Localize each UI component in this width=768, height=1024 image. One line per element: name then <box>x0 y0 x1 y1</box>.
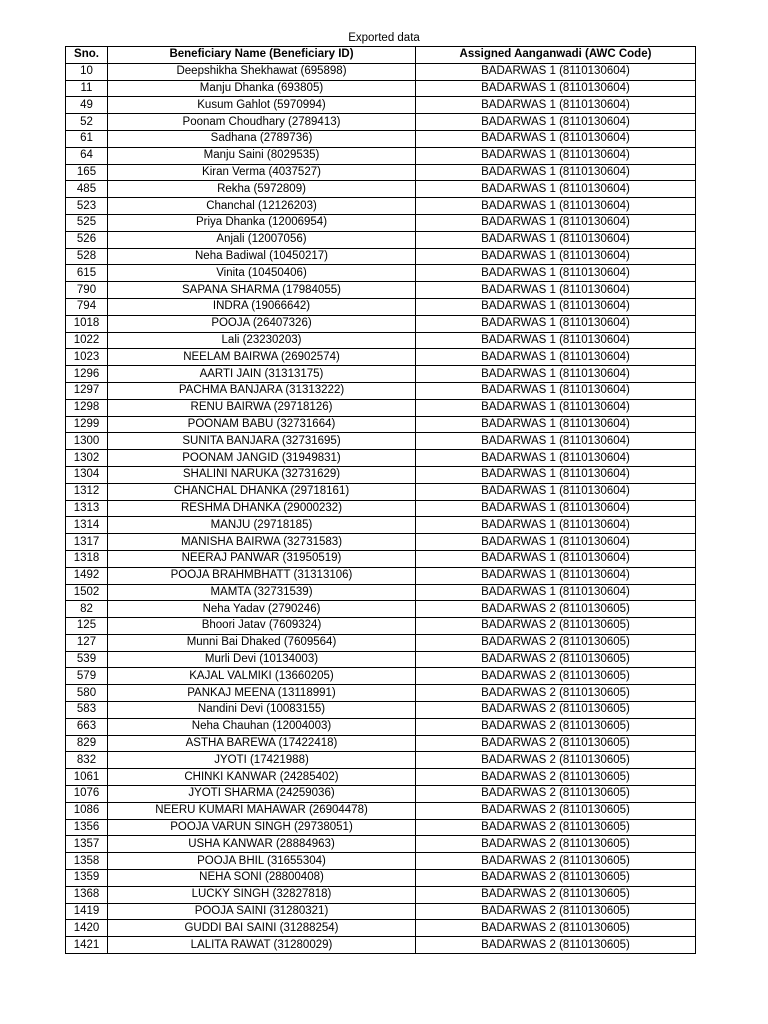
cell-beneficiary: POOJA (26407326) <box>108 315 416 332</box>
table-row <box>66 634 696 651</box>
table-row <box>66 567 696 584</box>
cell-beneficiary: JYOTI SHARMA (24259036) <box>108 786 416 803</box>
cell-beneficiary: Anjali (12007056) <box>108 231 416 248</box>
cell-beneficiary: MAMTA (32731539) <box>108 584 416 601</box>
cell-sno: 1022 <box>66 332 108 349</box>
cell-beneficiary: POOJA SAINI (31280321) <box>108 903 416 920</box>
table-row <box>66 500 696 517</box>
cell-aanganwadi: BADARWAS 2 (8110130605) <box>416 886 696 903</box>
table-row <box>66 853 696 870</box>
cell-sno: 580 <box>66 685 108 702</box>
table-header <box>66 47 696 64</box>
cell-sno: 525 <box>66 214 108 231</box>
cell-beneficiary: POOJA BRAHMBHATT (31313106) <box>108 567 416 584</box>
table-row <box>66 366 696 383</box>
cell-beneficiary: NEELAM BAIRWA (26902574) <box>108 349 416 366</box>
cell-aanganwadi: BADARWAS 1 (8110130604) <box>416 483 696 500</box>
table-row <box>66 752 696 769</box>
cell-beneficiary: Nandini Devi (10083155) <box>108 702 416 719</box>
cell-sno: 1421 <box>66 937 108 954</box>
header-sno: Sno. <box>66 47 108 64</box>
cell-beneficiary: PANKAJ MEENA (13118991) <box>108 685 416 702</box>
cell-sno: 1314 <box>66 517 108 534</box>
cell-beneficiary: NEERU KUMARI MAHAWAR (26904478) <box>108 802 416 819</box>
cell-beneficiary: KAJAL VALMIKI (13660205) <box>108 668 416 685</box>
cell-sno: 1076 <box>66 786 108 803</box>
cell-beneficiary: USHA KANWAR (28884963) <box>108 836 416 853</box>
table-row <box>66 786 696 803</box>
table-row <box>66 265 696 282</box>
cell-aanganwadi: BADARWAS 1 (8110130604) <box>416 63 696 80</box>
cell-sno: 125 <box>66 618 108 635</box>
cell-aanganwadi: BADARWAS 1 (8110130604) <box>416 214 696 231</box>
cell-beneficiary: POONAM BABU (32731664) <box>108 416 416 433</box>
table-row <box>66 886 696 903</box>
table-row <box>66 819 696 836</box>
cell-beneficiary: Poonam Choudhary (2789413) <box>108 114 416 131</box>
cell-aanganwadi: BADARWAS 2 (8110130605) <box>416 853 696 870</box>
cell-aanganwadi: BADARWAS 1 (8110130604) <box>416 265 696 282</box>
cell-sno: 832 <box>66 752 108 769</box>
cell-aanganwadi: BADARWAS 1 (8110130604) <box>416 248 696 265</box>
cell-sno: 485 <box>66 181 108 198</box>
cell-aanganwadi: BADARWAS 1 (8110130604) <box>416 433 696 450</box>
cell-aanganwadi: BADARWAS 1 (8110130604) <box>416 282 696 299</box>
cell-sno: 1313 <box>66 500 108 517</box>
cell-beneficiary: RESHMA DHANKA (29000232) <box>108 500 416 517</box>
cell-sno: 615 <box>66 265 108 282</box>
cell-beneficiary: POOJA BHIL (31655304) <box>108 853 416 870</box>
cell-sno: 10 <box>66 63 108 80</box>
cell-aanganwadi: BADARWAS 1 (8110130604) <box>416 97 696 114</box>
table-row <box>66 920 696 937</box>
table-row <box>66 114 696 131</box>
cell-beneficiary: Priya Dhanka (12006954) <box>108 214 416 231</box>
cell-sno: 64 <box>66 147 108 164</box>
cell-beneficiary: NEERAJ PANWAR (31950519) <box>108 550 416 567</box>
cell-beneficiary: Kiran Verma (4037527) <box>108 164 416 181</box>
cell-aanganwadi: BADARWAS 2 (8110130605) <box>416 685 696 702</box>
cell-sno: 1419 <box>66 903 108 920</box>
table-row <box>66 80 696 97</box>
cell-aanganwadi: BADARWAS 1 (8110130604) <box>416 181 696 198</box>
cell-sno: 1318 <box>66 550 108 567</box>
cell-sno: 1061 <box>66 769 108 786</box>
cell-beneficiary: Lali (23230203) <box>108 332 416 349</box>
table-row <box>66 298 696 315</box>
table-row <box>66 147 696 164</box>
cell-aanganwadi: BADARWAS 2 (8110130605) <box>416 819 696 836</box>
cell-sno: 1300 <box>66 433 108 450</box>
cell-aanganwadi: BADARWAS 2 (8110130605) <box>416 618 696 635</box>
table-row <box>66 433 696 450</box>
cell-sno: 1302 <box>66 450 108 467</box>
cell-sno: 1312 <box>66 483 108 500</box>
cell-beneficiary: AARTI JAIN (31313175) <box>108 366 416 383</box>
cell-beneficiary: MANISHA BAIRWA (32731583) <box>108 534 416 551</box>
cell-sno: 523 <box>66 198 108 215</box>
cell-beneficiary: RENU BAIRWA (29718126) <box>108 399 416 416</box>
cell-aanganwadi: BADARWAS 1 (8110130604) <box>416 517 696 534</box>
cell-sno: 1368 <box>66 886 108 903</box>
cell-sno: 1296 <box>66 366 108 383</box>
cell-sno: 1023 <box>66 349 108 366</box>
table-row <box>66 534 696 551</box>
cell-aanganwadi: BADARWAS 2 (8110130605) <box>416 601 696 618</box>
table-body <box>66 63 696 953</box>
cell-aanganwadi: BADARWAS 2 (8110130605) <box>416 870 696 887</box>
cell-aanganwadi: BADARWAS 2 (8110130605) <box>416 718 696 735</box>
cell-aanganwadi: BADARWAS 1 (8110130604) <box>416 130 696 147</box>
table-row <box>66 466 696 483</box>
table-row <box>66 651 696 668</box>
cell-aanganwadi: BADARWAS 1 (8110130604) <box>416 567 696 584</box>
table-row <box>66 198 696 215</box>
cell-sno: 583 <box>66 702 108 719</box>
cell-sno: 61 <box>66 130 108 147</box>
cell-aanganwadi: BADARWAS 1 (8110130604) <box>416 231 696 248</box>
cell-sno: 1358 <box>66 853 108 870</box>
cell-beneficiary: SUNITA BANJARA (32731695) <box>108 433 416 450</box>
cell-aanganwadi: BADARWAS 1 (8110130604) <box>416 315 696 332</box>
table-row <box>66 601 696 618</box>
cell-sno: 1018 <box>66 315 108 332</box>
cell-sno: 1304 <box>66 466 108 483</box>
table-row <box>66 735 696 752</box>
cell-aanganwadi: BADARWAS 1 (8110130604) <box>416 584 696 601</box>
cell-aanganwadi: BADARWAS 2 (8110130605) <box>416 634 696 651</box>
cell-beneficiary: LUCKY SINGH (32827818) <box>108 886 416 903</box>
table-row <box>66 231 696 248</box>
table-row <box>66 282 696 299</box>
table-row <box>66 63 696 80</box>
cell-sno: 1420 <box>66 920 108 937</box>
table-row <box>66 450 696 467</box>
cell-beneficiary: Kusum Gahlot (5970994) <box>108 97 416 114</box>
table-row <box>66 584 696 601</box>
table-row <box>66 130 696 147</box>
cell-sno: 1356 <box>66 819 108 836</box>
cell-aanganwadi: BADARWAS 1 (8110130604) <box>416 382 696 399</box>
table-row <box>66 937 696 954</box>
cell-beneficiary: Chanchal (12126203) <box>108 198 416 215</box>
cell-aanganwadi: BADARWAS 1 (8110130604) <box>416 80 696 97</box>
cell-aanganwadi: BADARWAS 1 (8110130604) <box>416 534 696 551</box>
cell-aanganwadi: BADARWAS 2 (8110130605) <box>416 651 696 668</box>
table-row <box>66 248 696 265</box>
cell-sno: 1297 <box>66 382 108 399</box>
cell-sno: 1502 <box>66 584 108 601</box>
cell-sno: 790 <box>66 282 108 299</box>
table-row <box>66 214 696 231</box>
cell-aanganwadi: BADARWAS 1 (8110130604) <box>416 332 696 349</box>
table-row <box>66 332 696 349</box>
cell-beneficiary: Manju Dhanka (693805) <box>108 80 416 97</box>
cell-beneficiary: PACHMA BANJARA (31313222) <box>108 382 416 399</box>
cell-aanganwadi: BADARWAS 1 (8110130604) <box>416 164 696 181</box>
table-row <box>66 769 696 786</box>
cell-beneficiary: Vinita (10450406) <box>108 265 416 282</box>
cell-beneficiary: Rekha (5972809) <box>108 181 416 198</box>
cell-beneficiary: ASTHA BAREWA (17422418) <box>108 735 416 752</box>
cell-beneficiary: GUDDI BAI SAINI (31288254) <box>108 920 416 937</box>
cell-aanganwadi: BADARWAS 1 (8110130604) <box>416 399 696 416</box>
cell-aanganwadi: BADARWAS 1 (8110130604) <box>416 298 696 315</box>
cell-sno: 1086 <box>66 802 108 819</box>
table-row <box>66 164 696 181</box>
table-row <box>66 550 696 567</box>
cell-beneficiary: Neha Badiwal (10450217) <box>108 248 416 265</box>
cell-sno: 1492 <box>66 567 108 584</box>
cell-aanganwadi: BADARWAS 2 (8110130605) <box>416 836 696 853</box>
table-row <box>66 483 696 500</box>
cell-sno: 1357 <box>66 836 108 853</box>
cell-sno: 1299 <box>66 416 108 433</box>
cell-aanganwadi: BADARWAS 2 (8110130605) <box>416 668 696 685</box>
table-row <box>66 618 696 635</box>
cell-beneficiary: JYOTI (17421988) <box>108 752 416 769</box>
cell-sno: 49 <box>66 97 108 114</box>
cell-aanganwadi: BADARWAS 2 (8110130605) <box>416 920 696 937</box>
cell-aanganwadi: BADARWAS 1 (8110130604) <box>416 198 696 215</box>
cell-sno: 528 <box>66 248 108 265</box>
cell-beneficiary: Manju Saini (8029535) <box>108 147 416 164</box>
table-row <box>66 416 696 433</box>
cell-sno: 526 <box>66 231 108 248</box>
cell-aanganwadi: BADARWAS 2 (8110130605) <box>416 769 696 786</box>
cell-beneficiary: INDRA (19066642) <box>108 298 416 315</box>
cell-sno: 165 <box>66 164 108 181</box>
cell-beneficiary: Murli Devi (10134003) <box>108 651 416 668</box>
table-row <box>66 718 696 735</box>
cell-beneficiary: CHANCHAL DHANKA (29718161) <box>108 483 416 500</box>
cell-sno: 127 <box>66 634 108 651</box>
cell-beneficiary: MANJU (29718185) <box>108 517 416 534</box>
cell-aanganwadi: BADARWAS 1 (8110130604) <box>416 550 696 567</box>
table-row <box>66 349 696 366</box>
cell-beneficiary: Bhoori Jatav (7609324) <box>108 618 416 635</box>
document-title: Exported data <box>348 32 420 44</box>
table-row <box>66 517 696 534</box>
table-row <box>66 702 696 719</box>
cell-beneficiary: Munni Bai Dhaked (7609564) <box>108 634 416 651</box>
cell-beneficiary: Deepshikha Shekhawat (695898) <box>108 63 416 80</box>
table-row <box>66 399 696 416</box>
cell-aanganwadi: BADARWAS 1 (8110130604) <box>416 366 696 383</box>
cell-aanganwadi: BADARWAS 1 (8110130604) <box>416 450 696 467</box>
cell-beneficiary: POONAM JANGID (31949831) <box>108 450 416 467</box>
header-beneficiary: Beneficiary Name (Beneficiary ID) <box>108 47 416 64</box>
cell-sno: 82 <box>66 601 108 618</box>
cell-beneficiary: LALITA RAWAT (31280029) <box>108 937 416 954</box>
cell-aanganwadi: BADARWAS 1 (8110130604) <box>416 349 696 366</box>
cell-beneficiary: Neha Chauhan (12004003) <box>108 718 416 735</box>
table-row <box>66 903 696 920</box>
cell-aanganwadi: BADARWAS 2 (8110130605) <box>416 786 696 803</box>
cell-beneficiary: Sadhana (2789736) <box>108 130 416 147</box>
table-row <box>66 870 696 887</box>
cell-beneficiary: NEHA SONI (28800408) <box>108 870 416 887</box>
cell-sno: 829 <box>66 735 108 752</box>
cell-sno: 1359 <box>66 870 108 887</box>
cell-sno: 794 <box>66 298 108 315</box>
table-row <box>66 315 696 332</box>
cell-beneficiary: CHINKI KANWAR (24285402) <box>108 769 416 786</box>
cell-beneficiary: SHALINI NARUKA (32731629) <box>108 466 416 483</box>
cell-aanganwadi: BADARWAS 2 (8110130605) <box>416 702 696 719</box>
cell-sno: 539 <box>66 651 108 668</box>
cell-sno: 663 <box>66 718 108 735</box>
cell-aanganwadi: BADARWAS 1 (8110130604) <box>416 114 696 131</box>
cell-aanganwadi: BADARWAS 2 (8110130605) <box>416 903 696 920</box>
beneficiary-table <box>65 46 696 954</box>
cell-aanganwadi: BADARWAS 1 (8110130604) <box>416 466 696 483</box>
table-row <box>66 181 696 198</box>
table-row <box>66 668 696 685</box>
table-row <box>66 802 696 819</box>
cell-beneficiary: POOJA VARUN SINGH (29738051) <box>108 819 416 836</box>
cell-sno: 11 <box>66 80 108 97</box>
cell-aanganwadi: BADARWAS 1 (8110130604) <box>416 500 696 517</box>
cell-sno: 1317 <box>66 534 108 551</box>
cell-aanganwadi: BADARWAS 2 (8110130605) <box>416 735 696 752</box>
cell-aanganwadi: BADARWAS 2 (8110130605) <box>416 937 696 954</box>
table-row <box>66 685 696 702</box>
header-row <box>66 47 696 64</box>
header-aanganwadi: Assigned Aanganwadi (AWC Code) <box>416 47 696 64</box>
cell-beneficiary: SAPANA SHARMA (17984055) <box>108 282 416 299</box>
table-row <box>66 382 696 399</box>
cell-aanganwadi: BADARWAS 1 (8110130604) <box>416 416 696 433</box>
cell-sno: 1298 <box>66 399 108 416</box>
table-row <box>66 97 696 114</box>
cell-aanganwadi: BADARWAS 2 (8110130605) <box>416 802 696 819</box>
cell-sno: 52 <box>66 114 108 131</box>
cell-aanganwadi: BADARWAS 1 (8110130604) <box>416 147 696 164</box>
cell-sno: 579 <box>66 668 108 685</box>
cell-aanganwadi: BADARWAS 2 (8110130605) <box>416 752 696 769</box>
cell-beneficiary: Neha Yadav (2790246) <box>108 601 416 618</box>
table-row <box>66 836 696 853</box>
